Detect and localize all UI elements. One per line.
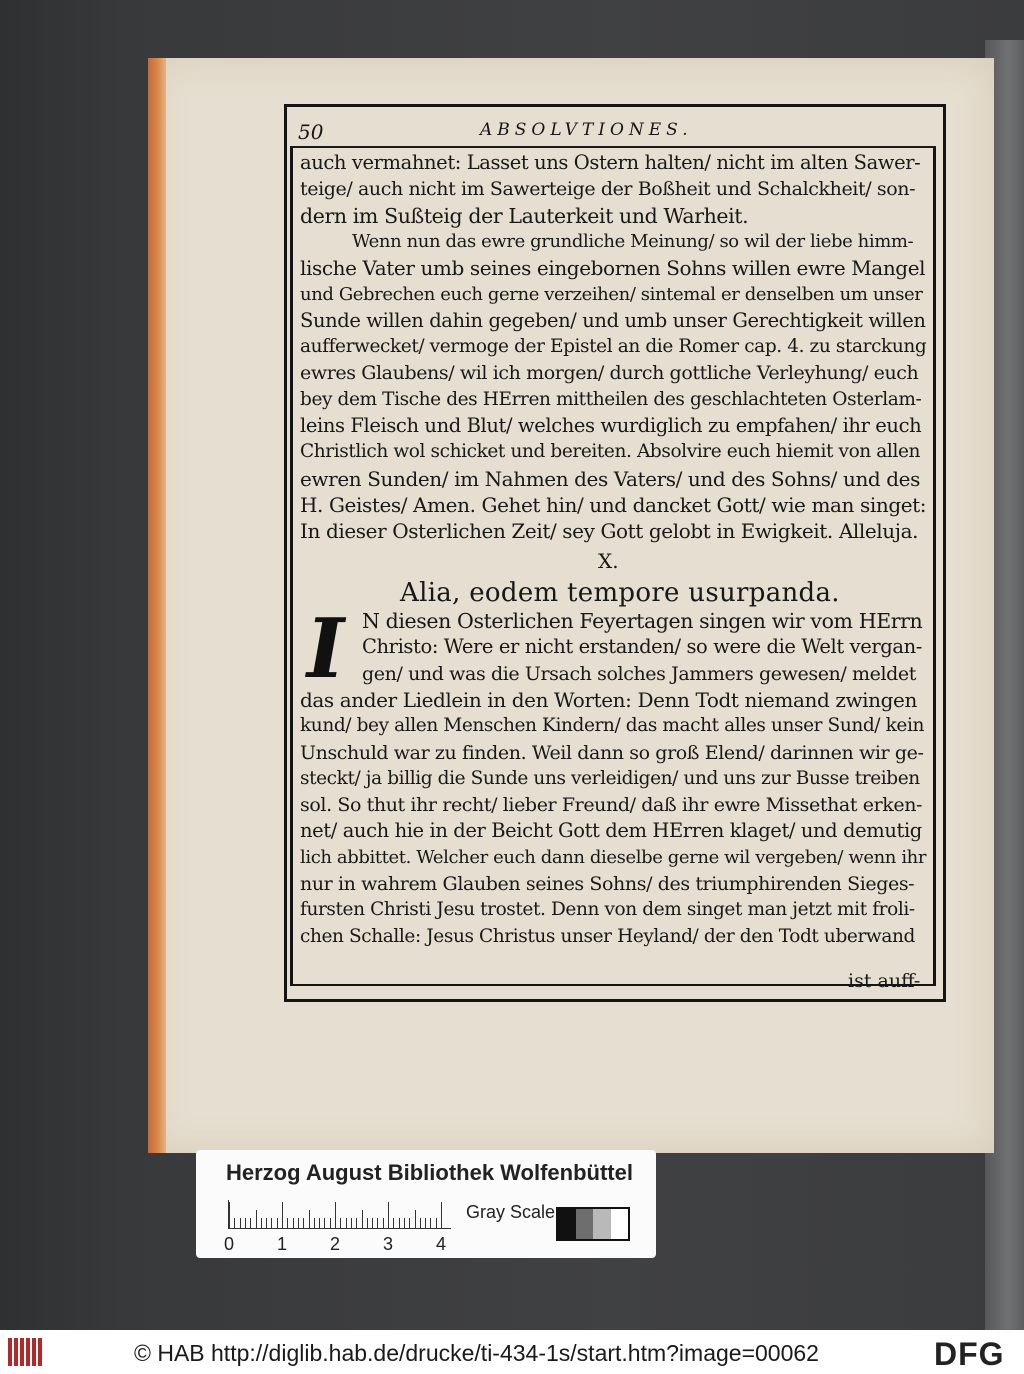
ruler-tick xyxy=(372,1218,373,1228)
text-line: aufferwecket/ vermoge der Epistel an die Romer cap. 4. zu starckung xyxy=(300,336,927,358)
ruler-tick xyxy=(266,1218,267,1228)
library-name: Herzog August Bibliothek Wolfenbüttel xyxy=(226,1160,633,1185)
ruler-tick xyxy=(393,1218,394,1228)
text-line: chen Schalle: Jesus Christus unser Heyland/ der den Todt uberwand xyxy=(300,925,915,947)
ruler-tick xyxy=(351,1218,352,1228)
header-rule xyxy=(290,146,936,148)
ruler-tick xyxy=(303,1218,304,1228)
ruler-tick xyxy=(250,1218,251,1228)
text-line: bey dem Tische des HErren mittheilen des geschlachteten Osterlam- xyxy=(300,388,922,410)
text-line: Unschuld war zu finden. Weil dann so groß Elend/ darinnen wir ge- xyxy=(300,741,924,764)
page-edge xyxy=(148,58,166,1153)
text-line: N diesen Osterlichen Feyertagen singen wir vom HErrn xyxy=(362,609,923,633)
text-line: Wenn nun das ewre grundliche Meinung/ so wil der liebe himm- xyxy=(352,230,914,252)
ruler-tick xyxy=(234,1218,235,1228)
ruler-tick xyxy=(335,1202,336,1228)
ruler-tick xyxy=(409,1218,410,1228)
hab-logo-icon xyxy=(8,1338,42,1366)
ruler-number: 1 xyxy=(277,1234,288,1254)
ruler-tick xyxy=(388,1202,389,1228)
text-line: ewres Glaubens/ wil ich morgen/ durch gottliche Verleyhung/ euch xyxy=(300,362,919,385)
text-line: teige/ auch nicht im Sawerteige der Boßheit und Schalckheit/ son- xyxy=(300,178,916,201)
ruler xyxy=(228,1200,451,1229)
ruler-tick xyxy=(377,1218,378,1228)
catchword: ist auff- xyxy=(848,970,921,992)
text-line: H. Geistes/ Amen. Gehet hin/ und dancket Gott/ wie man singet: xyxy=(300,492,927,517)
ruler-number: 2 xyxy=(330,1234,341,1254)
text-line: nur in wahrem Glauben seines Sohns/ des triumphirenden Sieges- xyxy=(300,873,915,895)
ruler-tick xyxy=(430,1218,431,1228)
text-line: ewren Sunden/ im Nahmen des Vaters/ und des Sohns/ und des xyxy=(300,466,920,491)
text-line: Christo: Were er nicht erstanden/ so were die Welt vergan- xyxy=(362,635,922,659)
section-number: X. xyxy=(598,549,619,573)
ruler-tick xyxy=(330,1218,331,1228)
ruler-tick xyxy=(362,1210,363,1228)
ruler-tick xyxy=(441,1202,442,1228)
ruler-tick xyxy=(271,1218,272,1228)
drop-cap: I xyxy=(297,601,353,697)
text-line: lich abbittet. Welcher euch dann dieselbe gerne wil vergeben/ wenn ihr xyxy=(300,846,927,868)
page-number: 50 xyxy=(298,120,324,144)
text-line: das ander Liedlein in den Worten: Denn Todt niemand zwingen xyxy=(300,687,917,712)
running-head: ABSOLVTIONES. xyxy=(480,120,693,140)
text-line: sol. So thut ihr recht/ lieber Freund/ daß ihr ewre Missethat erken- xyxy=(300,794,923,817)
ruler-tick xyxy=(436,1218,437,1228)
text-line: gen/ und was die Ursach solches Jammers gewesen/ meldet xyxy=(362,662,916,685)
text-line: und Gebrechen euch gerne verzeihen/ sintemal er denselben um unser xyxy=(300,283,923,305)
ruler-tick xyxy=(319,1218,320,1228)
gray-swatch-cell xyxy=(593,1209,611,1239)
ruler-tick xyxy=(256,1210,257,1228)
text-line: In dieser Osterlichen Zeit/ sey Gott gelobt in Ewigkeit. Alleluja. xyxy=(300,519,919,544)
gray-scale-swatch xyxy=(556,1207,630,1241)
text-line: fursten Christi Jesu trostet. Denn von dem singet man jetzt mit froli- xyxy=(300,899,915,921)
ruler-number: 3 xyxy=(383,1234,394,1254)
text-line: dern im Sußteig der Lauterkeit und Warheit. xyxy=(300,203,749,228)
ruler-tick xyxy=(245,1218,246,1228)
ruler-tick xyxy=(367,1218,368,1228)
section-title: Alia, eodem tempore usurpanda. xyxy=(400,578,840,608)
ruler-tick xyxy=(261,1218,262,1228)
ruler-tick xyxy=(383,1218,384,1228)
ruler-tick xyxy=(399,1218,400,1228)
ruler-tick xyxy=(340,1218,341,1228)
gray-swatch-cell xyxy=(576,1209,594,1239)
ruler-number: 0 xyxy=(224,1234,235,1254)
gray-swatch-cell xyxy=(558,1209,576,1239)
ruler-number: 4 xyxy=(436,1234,447,1254)
ruler-tick xyxy=(425,1218,426,1228)
text-line: lische Vater umb seines eingebornen Sohns willen ewre Mangel xyxy=(300,256,926,281)
ruler-tick xyxy=(298,1218,299,1228)
text-line: leins Fleisch und Blut/ welches wurdiglich zu empfahen/ ihr euch xyxy=(300,414,922,437)
dfg-logo: DFG xyxy=(934,1336,1005,1372)
gray-scale-label: Gray Scale xyxy=(466,1202,556,1222)
ruler-tick xyxy=(346,1218,347,1228)
ruler-tick xyxy=(287,1218,288,1228)
ruler-tick xyxy=(240,1218,241,1228)
text-line: net/ auch hie in der Beicht Gott dem HErren klaget/ und demutig xyxy=(300,819,922,843)
ruler-tick xyxy=(420,1218,421,1228)
text-line: Sunde willen dahin gegeben/ und umb unser Gerechtigkeit willen xyxy=(300,308,926,332)
ruler-tick xyxy=(229,1202,230,1228)
ruler-tick xyxy=(415,1210,416,1228)
ruler-tick xyxy=(314,1218,315,1228)
text-line: steckt/ ja billig die Sunde uns verleidigen/ und uns zur Busse treiben xyxy=(300,767,920,789)
gray-swatch-cell xyxy=(611,1209,629,1239)
ruler-tick xyxy=(282,1202,283,1228)
ruler-tick xyxy=(309,1210,310,1228)
text-line: kund/ bey allen Menschen Kindern/ das macht alles unser Sund/ kein xyxy=(300,715,925,737)
ruler-tick xyxy=(356,1218,357,1228)
footer-citation: © HAB http://diglib.hab.de/drucke/ti-434-1s/start.htm?image=00062 xyxy=(134,1340,819,1366)
ruler-tick xyxy=(293,1218,294,1228)
text-line: Christlich wol schicket und bereiten. Absolvire euch hiemit von allen xyxy=(300,441,921,463)
ruler-tick xyxy=(277,1218,278,1228)
ruler-tick xyxy=(324,1218,325,1228)
text-line: auch vermahnet: Lasset uns Ostern halten/ nicht im alten Sawer- xyxy=(300,151,921,174)
ruler-tick xyxy=(404,1218,405,1228)
